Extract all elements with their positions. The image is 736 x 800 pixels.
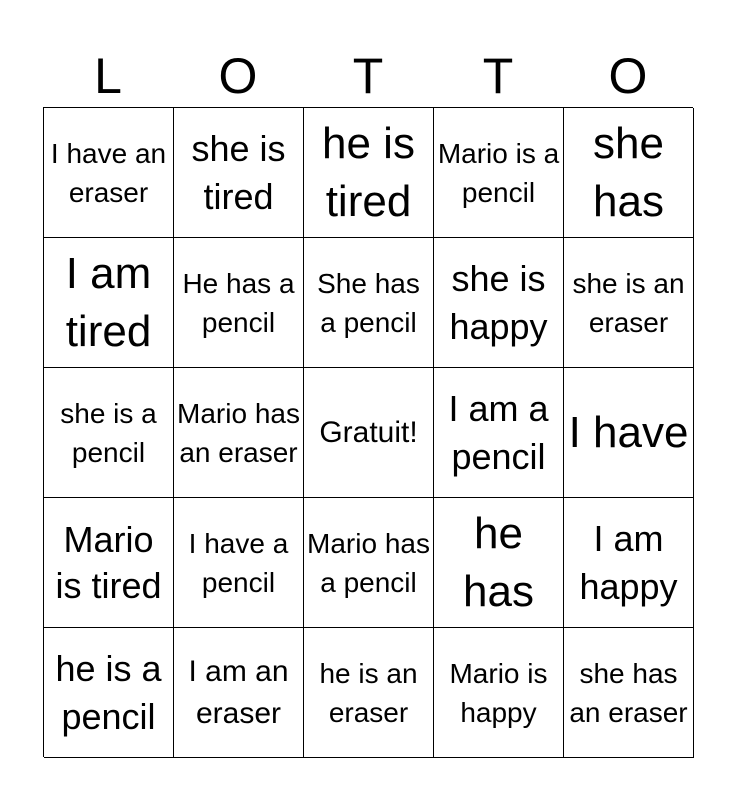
cell-text: she is happy bbox=[449, 257, 548, 347]
cell-text: he has bbox=[463, 508, 534, 616]
card-cell[interactable] bbox=[174, 628, 304, 758]
free-space-cell[interactable] bbox=[304, 368, 434, 498]
card-cell[interactable] bbox=[434, 368, 564, 498]
cell-text: she has an eraser bbox=[569, 657, 688, 728]
cell-text: I am a pencil bbox=[448, 387, 549, 477]
cell-text: I am an eraser bbox=[188, 654, 289, 730]
card-cell[interactable] bbox=[564, 108, 694, 238]
card-cell[interactable] bbox=[564, 368, 694, 498]
card-cell[interactable] bbox=[44, 238, 174, 368]
card-cell[interactable] bbox=[434, 628, 564, 758]
header-letter: O bbox=[608, 48, 648, 104]
header-letter: O bbox=[218, 48, 258, 104]
card-cell[interactable] bbox=[434, 498, 564, 628]
cell-text: Mario is tired bbox=[55, 518, 162, 606]
card-cell[interactable] bbox=[44, 628, 174, 758]
card-cell[interactable] bbox=[564, 498, 694, 628]
card-cell[interactable] bbox=[44, 368, 174, 498]
cell-text: Mario has an eraser bbox=[177, 397, 300, 468]
card-cell[interactable] bbox=[174, 238, 304, 368]
cell-text: he is tired bbox=[322, 118, 415, 226]
cell-text: I have bbox=[568, 407, 689, 457]
card-cell[interactable] bbox=[434, 108, 564, 238]
cell-text: he is a pencil bbox=[55, 647, 162, 737]
card-cell[interactable] bbox=[44, 498, 174, 628]
card-cell[interactable] bbox=[44, 108, 174, 238]
cell-text: he is an eraser bbox=[319, 657, 418, 728]
lotto-header bbox=[43, 46, 693, 106]
header-letter: T bbox=[352, 48, 384, 104]
cell-text: I have a pencil bbox=[188, 527, 289, 598]
card-cell[interactable] bbox=[174, 108, 304, 238]
cell-text: she is an eraser bbox=[572, 267, 685, 338]
cell-text: Mario is happy bbox=[449, 657, 548, 728]
card-cell[interactable] bbox=[304, 628, 434, 758]
card-cell[interactable] bbox=[564, 238, 694, 368]
cell-text: she is a pencil bbox=[60, 397, 157, 468]
cell-text: Mario has a pencil bbox=[307, 527, 430, 598]
card-cell[interactable] bbox=[304, 498, 434, 628]
cell-text: I am tired bbox=[65, 248, 152, 356]
header-letter: T bbox=[482, 48, 514, 104]
cell-text: I am happy bbox=[579, 517, 678, 607]
card-cell[interactable] bbox=[304, 238, 434, 368]
lotto-card-grid bbox=[43, 107, 693, 757]
free-space-text: Gratuit! bbox=[319, 416, 418, 449]
cell-text: Mario is a pencil bbox=[437, 137, 560, 208]
cell-text: she has bbox=[593, 118, 664, 226]
card-cell[interactable] bbox=[174, 368, 304, 498]
card-cell[interactable] bbox=[304, 108, 434, 238]
cell-text: She has a pencil bbox=[317, 267, 420, 338]
card-cell[interactable] bbox=[174, 498, 304, 628]
card-cell[interactable] bbox=[564, 628, 694, 758]
cell-text: He has a pencil bbox=[182, 267, 295, 338]
card-cell[interactable] bbox=[434, 238, 564, 368]
header-letter: L bbox=[94, 48, 122, 104]
cell-text: she is tired bbox=[191, 127, 286, 217]
cell-text: I have an eraser bbox=[50, 137, 167, 208]
